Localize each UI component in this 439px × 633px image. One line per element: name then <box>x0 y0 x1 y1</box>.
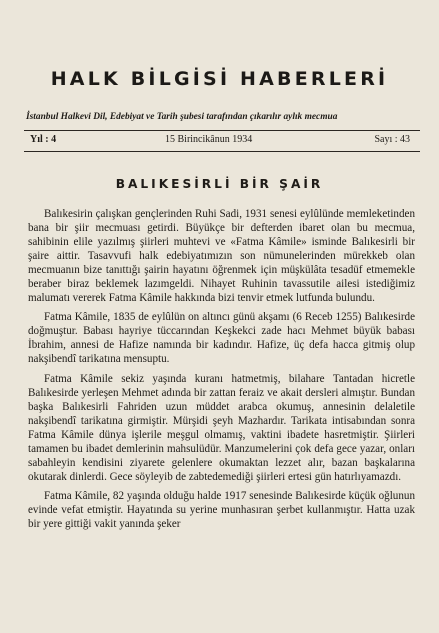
top-rule <box>24 130 420 131</box>
issue-info-row <box>26 134 418 150</box>
issue-date: 15 Birincikânun 1934 <box>165 134 253 145</box>
article-title: BALIKESİRLİ BİR ŞAİR <box>115 177 324 191</box>
article-paragraph: Fatma Kâmile, 1835 de eylûlün on altıncı günü akşamı (6 Receb 1255) Balıkesirde doğmuştur. Babası hayriye tüccarından Keşkekci zade hacı Mehmet büyük babası İbrahim, annesi de Hafize namında bir kadındır. Hafize, üç defa hacca gitmiş olup nakşibendî tarikatına mensuptu. <box>28 311 415 366</box>
issue-number: Sayı : 43 <box>374 134 410 145</box>
article-paragraph: Fatma Kâmile, 82 yaşında olduğu halde 1917 senesinde Balıkesirde küçük oğlunun evinde vefat etmiştir. Hayatında su yerine munhasıran şerbet kullanmıştır. Hatta uzak bir yere gittiği vakit yanında şeker <box>28 489 415 530</box>
article-body <box>28 207 415 531</box>
journal-subtitle: İstanbul Halkevi Dil, Edebiyat ve Tarih şubesi tarafından çıkarılır aylık mecmua <box>26 112 338 122</box>
issue-year: Yıl : 4 <box>30 134 57 145</box>
bottom-rule <box>24 151 420 152</box>
article-paragraph: Balıkesirin çalışkan gençlerinden Ruhi Sadi, 1931 senesi eylûlünde memleketinden bana bir şiir mecmuası getirdi. Büyükçe bir defterden ibaret olan bu mecmua, sahibinin elile yazılmış şiirleri muhtevi ve «Fatma Kâmile» isminde Balıkesirli bir şaire aittir. Tasavvufi halk edebiyatımızın son nümunelerinden mürekkeb olan mecmuanın bize tanıttığı şairin hayatını öğrenmek için müşkülâta tesadüf etmemekle beraber biraz beklemek lazımgeldi. Nihayet Ruhinin tavassutile ailesi istediğimiz malumatı vererek Fatma Kâmile hakkında bizi tenvir etmek lutfunda bulundu. <box>28 208 415 305</box>
journal-title: HALK BİLGİSİ HABERLERİ <box>50 68 389 90</box>
article-paragraph: Fatma Kâmile sekiz yaşında kuranı hatmetmiş, bilahare Tantadan hicretle Balıkesirde yerleşen Mehmet adında bir zattan feraiz ve akait dersleri almıştır. Bundan başka Balıkesirli Fahriden uzun müddet arabca okumuş, annesinin delaletile nakşibendî tarikatına girmiştir. Mürşidi şeyh Mazhardır. Tarikata intisabından sonra Fatma Kâmile dünya işlerile meşgul olmamış, vaktini ibadete hasretmiştir. Şiirleri tamamen bu ibadet demlerinin mahsulüdür. Manzumelerini çok defa gece yazar, onları sabahleyin kendisini ziyarete gelenlere okumaktan lezzet alır, bazan başkalarına okutarak dinlerdi. Gece söyleyib de zabtedemediği şiirleri ertesi gün hatırlıyamazdı. <box>28 372 415 483</box>
